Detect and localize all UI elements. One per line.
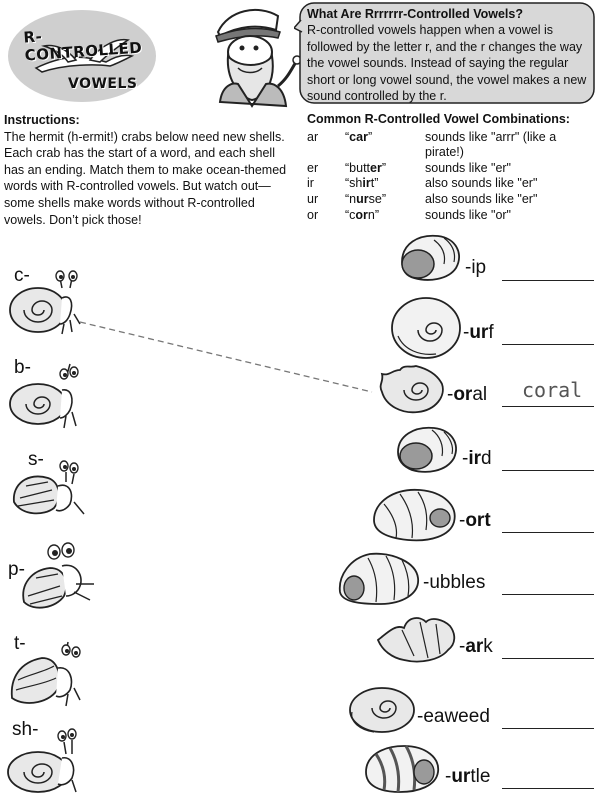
hermit-crab[interactable]: [10, 534, 100, 614]
combination-example: “nurse”: [345, 191, 386, 206]
combination-example: “car”: [345, 129, 373, 144]
combination-vowel: ir: [307, 176, 314, 191]
hermit-crab[interactable]: [4, 442, 94, 522]
sea-captain-illustration: [198, 2, 306, 110]
answer-line[interactable]: [502, 280, 594, 281]
answer-line[interactable]: [502, 788, 594, 789]
shell[interactable]: [346, 682, 418, 739]
shell[interactable]: [390, 296, 462, 365]
title-line-2: VOWELS: [68, 76, 138, 92]
crab-label: t-: [14, 633, 26, 654]
shell[interactable]: [394, 424, 462, 481]
crab-label: b-: [14, 357, 31, 378]
hermit-crab[interactable]: [2, 714, 92, 794]
shell[interactable]: [374, 612, 458, 671]
combination-sound: also sounds like "er": [425, 176, 538, 191]
instructions: [4, 112, 296, 228]
shell-ending: -ark: [459, 636, 493, 657]
shell-ending: -urtle: [445, 766, 491, 787]
combination-row: [307, 208, 597, 224]
combination-vowel: ur: [307, 191, 319, 206]
combination-example: “shirt”: [345, 176, 379, 191]
shell-ending: -eaweed: [417, 706, 490, 727]
shell-ending: -ird: [462, 448, 492, 469]
crab-label: sh-: [12, 719, 39, 740]
bubble-text: [307, 6, 591, 104]
answer-line[interactable]: [502, 532, 594, 533]
shell-ending: -ubbles: [423, 572, 486, 593]
shell[interactable]: [362, 742, 442, 799]
title-badge: [6, 4, 158, 104]
combination-row: [307, 176, 597, 192]
combination-sound: also sounds like "er": [425, 191, 538, 206]
hermit-crab[interactable]: [4, 628, 94, 708]
crab-label: p-: [8, 559, 25, 580]
combination-sound: sounds like "or": [425, 207, 511, 222]
combination-vowel: er: [307, 160, 319, 175]
combination-example: “butter”: [345, 160, 387, 175]
answer-line[interactable]: [502, 406, 594, 407]
answer-line[interactable]: [502, 470, 594, 471]
title-line-1: R-CONTROLLED: [22, 27, 143, 65]
hermit-crab[interactable]: [4, 350, 94, 430]
answer-line[interactable]: [502, 594, 594, 595]
shell-ending: -oral: [447, 384, 488, 405]
shell[interactable]: [376, 362, 446, 421]
combination-row: [307, 130, 597, 161]
combination-row: [307, 161, 597, 177]
combinations-heading: Common R-Controlled Vowel Combinations:: [307, 112, 570, 126]
combination-sound: sounds like "arrr" (like a pirate!): [425, 129, 557, 160]
shell-ending: -urf: [463, 322, 494, 343]
bubble-title: What Are Rrrrrrr-Controlled Vowels?: [307, 7, 523, 21]
shell[interactable]: [336, 548, 422, 613]
answer-line[interactable]: [502, 344, 594, 345]
combination-sound: sounds like "er": [425, 160, 511, 175]
shell-ending: -ip: [465, 257, 487, 278]
combination-vowel: ar: [307, 129, 319, 144]
shell-ending: -ort: [459, 510, 491, 531]
answer-text: coral: [522, 378, 583, 402]
combination-vowel: or: [307, 207, 319, 222]
instructions-text: The hermit (h-ermit!) crabs below need new shells. Each crab has the start of a word, and each shell has an ending. Match them to make ocean-themed words with R-controlled vowels. But watch out—some shells make words without R-controlled vowels. Don’t pick those!: [4, 129, 287, 227]
crab-label: s-: [28, 449, 44, 470]
instructions-heading: Instructions:: [4, 113, 80, 127]
hermit-crab[interactable]: [4, 258, 94, 338]
combination-example: “corn”: [345, 207, 380, 222]
crab-label: c-: [14, 265, 30, 286]
shell[interactable]: [398, 232, 464, 289]
shell[interactable]: [370, 484, 460, 549]
combinations-table: [307, 112, 597, 223]
answer-line[interactable]: [502, 658, 594, 659]
answer-line[interactable]: [502, 728, 594, 729]
bubble-body: R-controlled vowels happen when a vowel is followed by the letter r, and the r changes the way the vowel sounds. Instead of saying the regular short or long vowel sound, the vowel makes a new sound controlled by the r.: [307, 23, 587, 104]
combination-row: [307, 192, 597, 208]
